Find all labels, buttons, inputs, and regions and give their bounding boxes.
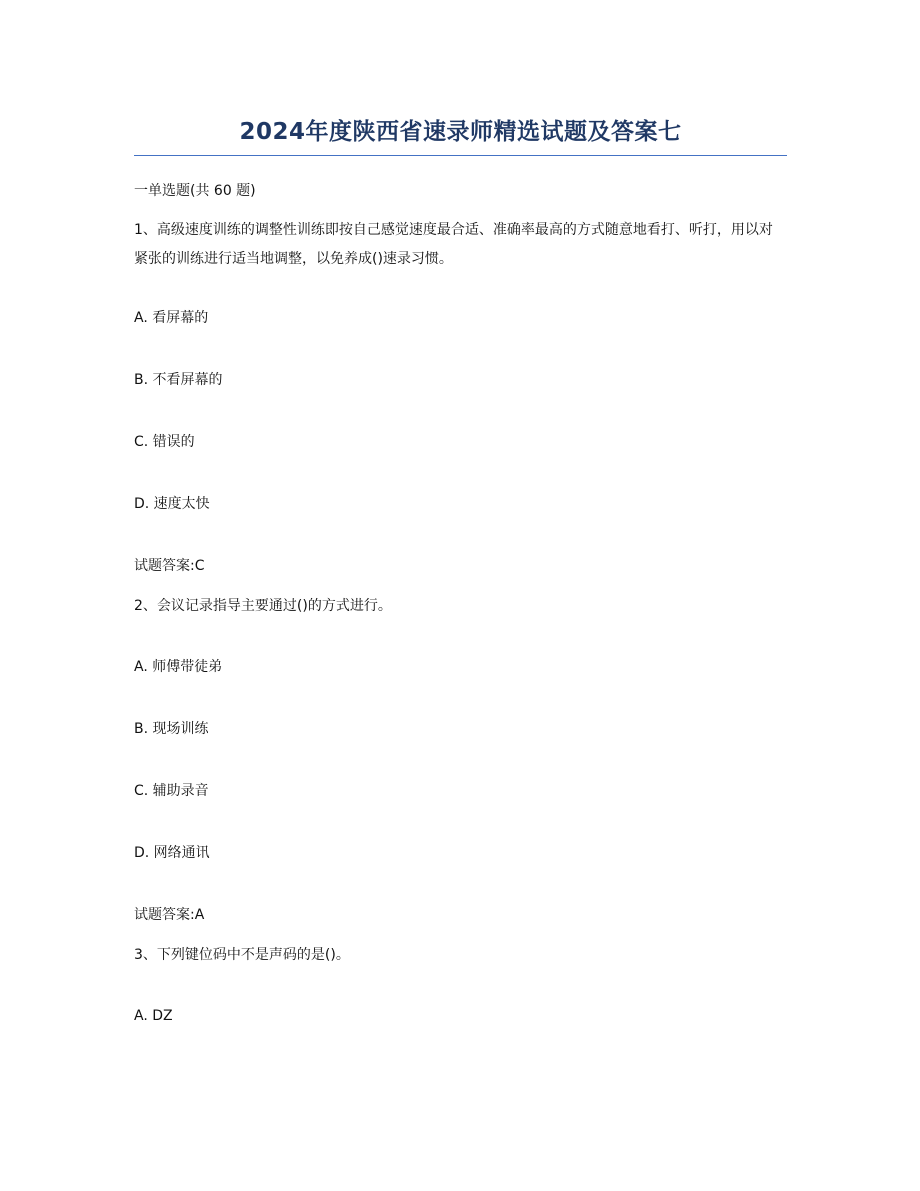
question-3-option-a: A. DZ <box>134 1008 173 1024</box>
question-1-option-b: B. 不看屏幕的 <box>134 372 223 388</box>
question-1-option-a: A. 看屏幕的 <box>134 310 209 326</box>
title-divider <box>134 155 787 156</box>
question-2-option-c: C. 辅助录音 <box>134 783 209 799</box>
section-heading: 一单选题(共 60 题) <box>134 183 256 199</box>
question-1-option-c: C. 错误的 <box>134 434 195 450</box>
question-1-text: 1、高级速度训练的调整性训练即按自己感觉速度最合适、准确率最高的方式随意地看打、听打，用以对紧张的训练进行适当地调整，以免养成()速录习惯。 <box>134 222 773 267</box>
question-1-option-d: D. 速度太快 <box>134 496 210 512</box>
question-2-option-b: B. 现场训练 <box>134 721 209 737</box>
question-1-answer: 试题答案:C <box>134 558 205 574</box>
question-2-option-d: D. 网络通讯 <box>134 845 210 861</box>
question-3-text: 3、下列键位码中不是声码的是()。 <box>134 947 350 963</box>
question-2-option-a: A. 师傅带徒弟 <box>134 659 223 675</box>
question-2-text: 2、会议记录指导主要通过()的方式进行。 <box>134 598 392 614</box>
question-2-answer: 试题答案:A <box>134 907 205 923</box>
page-title: 2024年度陕西省速录师精选试题及答案七 <box>239 119 682 145</box>
